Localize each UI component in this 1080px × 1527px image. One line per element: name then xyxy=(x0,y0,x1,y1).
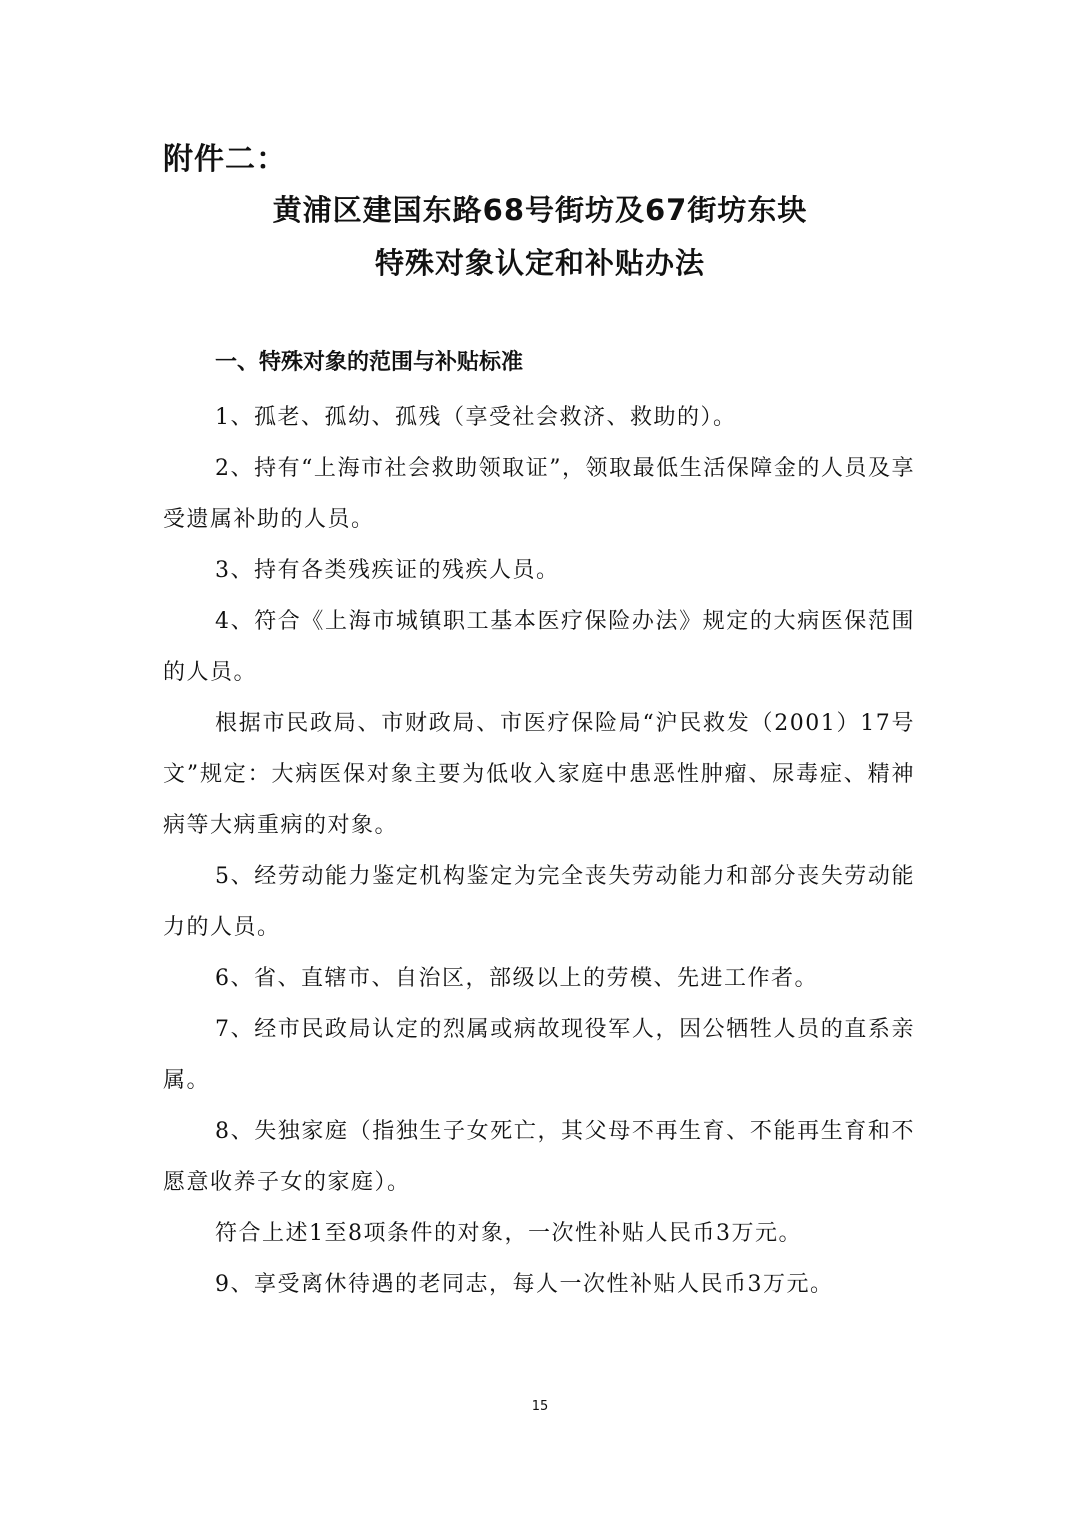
paragraph-item-7: 7、经市民政局认定的烈属或病故现役军人，因公牺牲人员的直系亲属。 xyxy=(163,1017,915,1093)
paragraph-item-9: 9、享受离休待遇的老同志，每人一次性补贴人民币3万元。 xyxy=(215,1272,834,1297)
paragraph-item-1: 1、孤老、孤幼、孤残（享受社会救济、救助的）。 xyxy=(215,405,737,430)
paragraph-item-3: 3、持有各类残疾证的残疾人员。 xyxy=(215,558,560,583)
document-title-line-1: 黄浦区建国东路68号街坊及67街坊东块 xyxy=(272,193,808,227)
document-title-line-2: 特殊对象认定和补贴办法 xyxy=(374,246,705,280)
page-number: 15 xyxy=(531,1399,549,1414)
paragraph-item-4: 4、符合《上海市城镇职工基本医疗保险办法》规定的大病医保范围的人员。 xyxy=(163,609,915,685)
section-heading: 一、特殊对象的范围与补贴标准 xyxy=(215,350,524,375)
document-body xyxy=(163,392,915,1310)
paragraph-item-2: 2、持有“上海市社会救助领取证”，领取最低生活保障金的人员及享受遗属补助的人员。 xyxy=(163,456,915,532)
attachment-label: 附件二： xyxy=(163,142,287,177)
paragraph-item-8: 8、失独家庭（指独生子女死亡，其父母不再生育、不能再生育和不愿意收养子女的家庭）。 xyxy=(163,1119,915,1195)
paragraph-note-basis: 根据市民政局、市财政局、市医疗保险局“沪民救发（2001）17号文”规定：大病医保对象主要为低收入家庭中患恶性肿瘤、尿毒症、精神病等大病重病的对象。 xyxy=(163,711,915,838)
paragraph-subsidy-summary: 符合上述1至8项条件的对象，一次性补贴人民币3万元。 xyxy=(215,1221,802,1246)
paragraph-item-5: 5、经劳动能力鉴定机构鉴定为完全丧失劳动能力和部分丧失劳动能力的人员。 xyxy=(163,864,915,940)
paragraph-item-6: 6、省、直辖市、自治区，部级以上的劳模、先进工作者。 xyxy=(215,966,818,991)
